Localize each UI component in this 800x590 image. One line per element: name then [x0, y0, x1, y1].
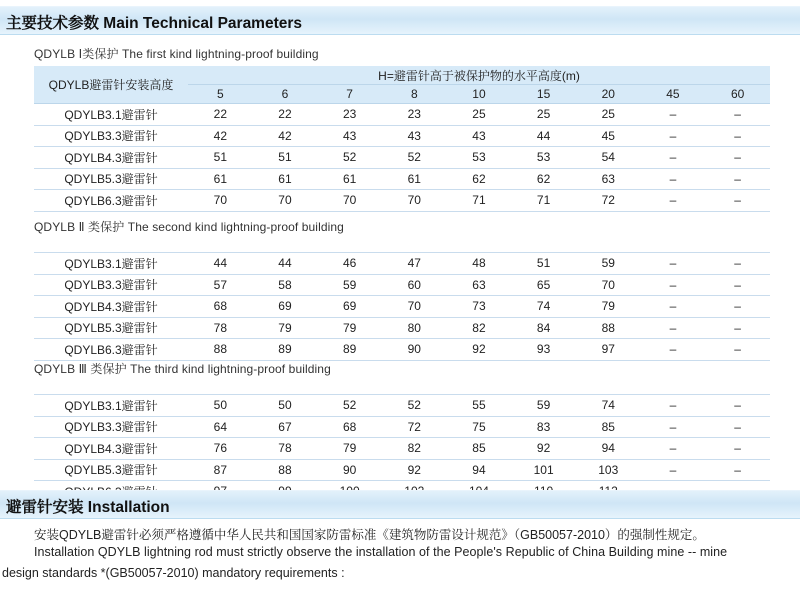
header-height-6: 6	[253, 85, 318, 104]
value-cell: 63	[447, 274, 512, 296]
value-cell: 51	[188, 147, 253, 169]
value-cell: 46	[317, 253, 382, 275]
value-cell: 89	[253, 339, 318, 361]
value-cell: 52	[317, 395, 382, 417]
table-spacer-row	[34, 236, 770, 253]
value-cell: 78	[188, 317, 253, 339]
value-cell: 101	[511, 459, 576, 481]
value-cell: 88	[188, 339, 253, 361]
value-cell: 70	[382, 190, 447, 212]
model-cell: QDYLB3.3避雷针	[34, 125, 188, 147]
model-cell: QDYLB4.3避雷针	[34, 438, 188, 460]
value-cell: 82	[382, 438, 447, 460]
value-cell: –	[641, 125, 706, 147]
header-height-45: 45	[641, 85, 706, 104]
value-cell: 92	[382, 459, 447, 481]
value-cell: 61	[382, 168, 447, 190]
header-height-7: 7	[317, 85, 382, 104]
model-cell: QDYLB5.3避雷针	[34, 168, 188, 190]
value-cell: 52	[382, 395, 447, 417]
value-cell: 83	[511, 416, 576, 438]
table-row	[34, 168, 770, 190]
value-cell: –	[641, 339, 706, 361]
value-cell: –	[705, 459, 770, 481]
value-cell: 59	[511, 395, 576, 417]
value-cell: 72	[382, 416, 447, 438]
section-header-installation	[0, 490, 800, 519]
value-cell: 79	[576, 296, 641, 318]
model-cell: QDYLB3.3避雷针	[34, 416, 188, 438]
value-cell: –	[641, 438, 706, 460]
value-cell: –	[641, 104, 706, 126]
value-cell: 61	[253, 168, 318, 190]
value-cell: –	[641, 395, 706, 417]
value-cell: 25	[447, 104, 512, 126]
value-cell: –	[641, 253, 706, 275]
table-body-class-3	[34, 395, 770, 503]
value-cell: –	[705, 104, 770, 126]
value-cell: 78	[253, 438, 318, 460]
table-row	[34, 104, 770, 126]
parameters-table-class-2	[34, 236, 770, 361]
value-cell: 53	[447, 147, 512, 169]
header-height-20: 20	[576, 85, 641, 104]
model-cell: QDYLB6.3避雷针	[34, 339, 188, 361]
value-cell: 57	[188, 274, 253, 296]
value-cell: 87	[188, 459, 253, 481]
table-row	[34, 147, 770, 169]
header-height-15: 15	[511, 85, 576, 104]
value-cell: 53	[511, 147, 576, 169]
value-cell: –	[641, 147, 706, 169]
value-cell: 59	[576, 253, 641, 275]
value-cell: 22	[188, 104, 253, 126]
value-cell: 61	[317, 168, 382, 190]
value-cell: 52	[382, 147, 447, 169]
parameters-table-class-3	[34, 378, 770, 503]
value-cell: 47	[382, 253, 447, 275]
value-cell: 71	[447, 190, 512, 212]
value-cell: 94	[576, 438, 641, 460]
value-cell: 48	[447, 253, 512, 275]
value-cell: 62	[447, 168, 512, 190]
model-cell: QDYLB4.3避雷针	[34, 296, 188, 318]
parameters-table-class-1	[34, 66, 770, 212]
value-cell: –	[641, 168, 706, 190]
value-cell: –	[705, 190, 770, 212]
install-text-zh: 安装QDYLB避雷针必须严格遵循中华人民共和国国家防雷标准《建筑物防雷设计规范》（GB50057-2010）的强制性规定。	[34, 528, 705, 542]
table-spacer-row	[34, 378, 770, 395]
table-row	[34, 253, 770, 275]
value-cell: 23	[317, 104, 382, 126]
value-cell: 80	[382, 317, 447, 339]
value-cell: 68	[188, 296, 253, 318]
group-title-class-1: QDYLB Ⅰ类保护 The first kind lightning-proof building	[34, 47, 319, 61]
install-text-en-line1: Installation QDYLB lightning rod must strictly observe the installation of the People's Republic of China Building mine -- mine	[34, 545, 728, 559]
value-cell: 79	[317, 438, 382, 460]
model-cell: QDYLB4.3避雷针	[34, 147, 188, 169]
table-row	[34, 296, 770, 318]
value-cell: 79	[317, 317, 382, 339]
value-cell: 75	[447, 416, 512, 438]
header-height-60: 60	[705, 85, 770, 104]
value-cell: 22	[253, 104, 318, 126]
value-cell: –	[641, 459, 706, 481]
value-cell: 54	[576, 147, 641, 169]
table-body-class-2	[34, 253, 770, 361]
value-cell: –	[641, 296, 706, 318]
table-row	[34, 125, 770, 147]
group-title-class-3: QDYLB Ⅲ 类保护 The third kind lightning-proof building	[34, 362, 331, 376]
value-cell: 92	[511, 438, 576, 460]
value-cell: 65	[511, 274, 576, 296]
section-title-installation: 避雷针安装 Installation	[6, 499, 170, 516]
value-cell: 88	[576, 317, 641, 339]
value-cell: –	[641, 190, 706, 212]
value-cell: 43	[317, 125, 382, 147]
value-cell: 85	[447, 438, 512, 460]
model-cell: QDYLB3.1避雷针	[34, 395, 188, 417]
value-cell: –	[705, 317, 770, 339]
value-cell: 45	[576, 125, 641, 147]
value-cell: –	[705, 296, 770, 318]
value-cell: –	[705, 395, 770, 417]
value-cell: –	[705, 339, 770, 361]
model-cell: QDYLB6.3避雷针	[34, 190, 188, 212]
value-cell: –	[705, 253, 770, 275]
group-title-class-2: QDYLB Ⅱ 类保护 The second kind lightning-proof building	[34, 220, 344, 234]
value-cell: 58	[253, 274, 318, 296]
value-cell: 85	[576, 416, 641, 438]
header-model-column: QDYLB避雷针安装高度	[34, 66, 188, 104]
value-cell: 72	[576, 190, 641, 212]
value-cell: 93	[511, 339, 576, 361]
value-cell: 42	[253, 125, 318, 147]
value-cell: 70	[317, 190, 382, 212]
value-cell: 50	[188, 395, 253, 417]
value-cell: 23	[382, 104, 447, 126]
value-cell: 79	[253, 317, 318, 339]
value-cell: 51	[511, 253, 576, 275]
value-cell: 103	[576, 459, 641, 481]
table-row	[34, 317, 770, 339]
value-cell: –	[641, 274, 706, 296]
value-cell: 64	[188, 416, 253, 438]
table-body-class-1	[34, 104, 770, 212]
header-height-caption: H=避雷针高于被保护物的水平高度(m)	[188, 66, 770, 85]
value-cell: 76	[188, 438, 253, 460]
value-cell: 62	[511, 168, 576, 190]
value-cell: 60	[382, 274, 447, 296]
table-row	[34, 395, 770, 417]
value-cell: 25	[576, 104, 641, 126]
value-cell: 71	[511, 190, 576, 212]
value-cell: –	[705, 416, 770, 438]
value-cell: 97	[576, 339, 641, 361]
value-cell: 92	[447, 339, 512, 361]
value-cell: 68	[317, 416, 382, 438]
value-cell: 67	[253, 416, 318, 438]
header-height-10: 10	[447, 85, 512, 104]
header-height-8: 8	[382, 85, 447, 104]
value-cell: 90	[382, 339, 447, 361]
value-cell: 59	[317, 274, 382, 296]
value-cell: 90	[317, 459, 382, 481]
value-cell: 43	[382, 125, 447, 147]
model-cell: QDYLB3.1避雷针	[34, 104, 188, 126]
value-cell: 25	[511, 104, 576, 126]
section-header-main-parameters	[0, 6, 800, 35]
value-cell: –	[705, 438, 770, 460]
value-cell: 42	[188, 125, 253, 147]
value-cell: 43	[447, 125, 512, 147]
value-cell: 74	[576, 395, 641, 417]
section-title-main-parameters: 主要技术参数 Main Technical Parameters	[6, 15, 303, 32]
value-cell: 70	[253, 190, 318, 212]
table-header-row	[34, 66, 770, 85]
table-row	[34, 339, 770, 361]
value-cell: 70	[382, 296, 447, 318]
value-cell: 94	[447, 459, 512, 481]
value-cell: –	[641, 317, 706, 339]
value-cell: 74	[511, 296, 576, 318]
header-height-5: 5	[188, 85, 253, 104]
table-row	[34, 274, 770, 296]
model-cell: QDYLB3.1避雷针	[34, 253, 188, 275]
value-cell: 89	[317, 339, 382, 361]
value-cell: 50	[253, 395, 318, 417]
value-cell: 69	[317, 296, 382, 318]
value-cell: 52	[317, 147, 382, 169]
value-cell: 70	[576, 274, 641, 296]
table-row	[34, 438, 770, 460]
value-cell: 51	[253, 147, 318, 169]
value-cell: 44	[511, 125, 576, 147]
model-cell: QDYLB5.3避雷针	[34, 459, 188, 481]
value-cell: –	[705, 147, 770, 169]
install-text-en-line2: design standards *(GB50057-2010) mandatory requirements :	[2, 566, 345, 580]
value-cell: 61	[188, 168, 253, 190]
value-cell: 70	[188, 190, 253, 212]
table-row	[34, 416, 770, 438]
value-cell: 82	[447, 317, 512, 339]
value-cell: –	[705, 168, 770, 190]
value-cell: 55	[447, 395, 512, 417]
value-cell: 73	[447, 296, 512, 318]
table-row	[34, 190, 770, 212]
model-cell: QDYLB5.3避雷针	[34, 317, 188, 339]
table-row	[34, 459, 770, 481]
value-cell: 44	[188, 253, 253, 275]
value-cell: 63	[576, 168, 641, 190]
value-cell: 69	[253, 296, 318, 318]
value-cell: 88	[253, 459, 318, 481]
model-cell: QDYLB3.3避雷针	[34, 274, 188, 296]
value-cell: 84	[511, 317, 576, 339]
value-cell: –	[641, 416, 706, 438]
value-cell: –	[705, 125, 770, 147]
value-cell: –	[705, 274, 770, 296]
value-cell: 44	[253, 253, 318, 275]
